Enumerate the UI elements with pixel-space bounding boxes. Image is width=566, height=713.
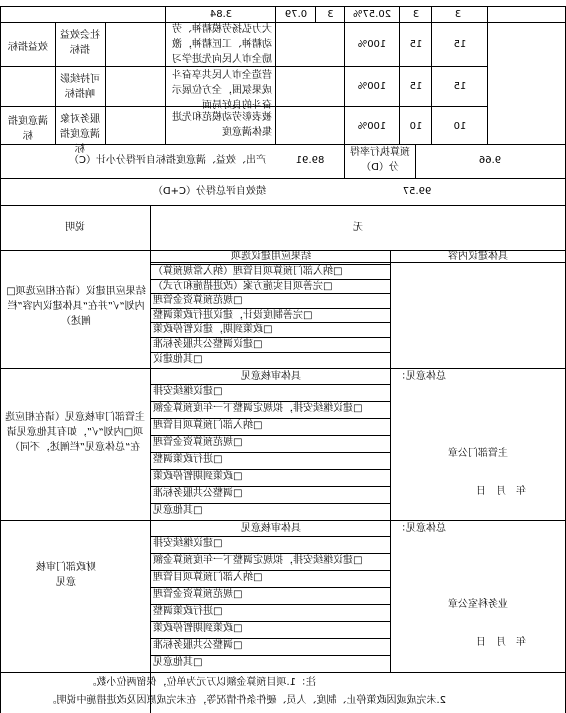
- rule: [105, 22, 106, 144]
- checkbox-option[interactable]: □建议继续安排，拟规定调整下一年度预算金额: [153, 555, 363, 566]
- satisfaction-item: 服务对象满意度指标: [60, 114, 100, 155]
- checkbox-option[interactable]: □规范预算资金管理: [153, 437, 243, 448]
- total-label: 绩效自评总得分（C+D）: [152, 186, 266, 197]
- rule: [315, 6, 316, 22]
- cell: 100%: [357, 81, 387, 92]
- dept-label: 主管部门审核意见（请在相应选项□内划“√”，如有其他意见请在“总体意见”栏阐述，不同）: [5, 412, 145, 453]
- checkbox-option[interactable]: □政策到期暂停政策: [153, 471, 243, 482]
- cell: 15: [409, 81, 423, 92]
- checkbox-option[interactable]: □建议继续安排: [153, 386, 223, 397]
- checkbox-option[interactable]: □完善制度设计，建议进行政策调整: [153, 309, 313, 321]
- cell: 10: [409, 121, 423, 132]
- row-content: 大力弘扬劳模精神、劳动精神、工匠精神，激励全市人民向先进学习: [172, 24, 272, 65]
- cell: 20.57%: [352, 9, 392, 20]
- checkbox-option[interactable]: □完善项目实施方案（改进措施和方式）: [153, 280, 333, 292]
- cell: 3: [454, 9, 462, 20]
- notes-value: 无: [353, 222, 363, 233]
- rule: [165, 6, 166, 144]
- finance-header-items: 具体审核意见: [241, 523, 301, 534]
- checkbox-option[interactable]: □建议调整公共服务标准: [153, 339, 263, 350]
- checkbox-option[interactable]: □纳入部门预算项目管理（纳入常规预算）: [153, 266, 343, 277]
- satisfaction-group: 满意度指标: [8, 116, 48, 142]
- suggestion-header-content: 具体建议内容: [448, 251, 508, 262]
- budget-label: 预算执行率得分（D）: [350, 147, 410, 173]
- checkbox-option[interactable]: □纳入部门预算项目管理: [153, 420, 263, 431]
- cell: 15: [453, 81, 467, 92]
- rule: [390, 520, 391, 672]
- social-benefit: 社会效益指标: [60, 30, 100, 56]
- checkbox-option[interactable]: □进行政策调整: [153, 606, 223, 617]
- cell: 15: [409, 39, 423, 50]
- budget-value: 9.66: [478, 155, 502, 166]
- rule: [399, 6, 400, 144]
- row-content: 营造全市人民共享奋斗成果氛围，全方位展示奋斗的良好局面: [172, 70, 272, 111]
- total-value: 99.57: [402, 186, 432, 197]
- cell: 100%: [357, 121, 387, 132]
- checkbox-option[interactable]: □政策到期，建议暂停政策: [153, 324, 273, 336]
- rule: [55, 22, 56, 144]
- rule: [0, 672, 566, 673]
- checkbox-option[interactable]: □规范预算资金管理: [153, 589, 243, 600]
- notes-label: 说明: [65, 222, 85, 233]
- dept-signer: 主管部门公章: [448, 448, 508, 459]
- checkbox-option[interactable]: □其他建议: [153, 353, 203, 365]
- cell: 3: [327, 9, 334, 20]
- cell: 10: [453, 121, 467, 132]
- checkbox-option[interactable]: □进行政策调整: [153, 454, 223, 465]
- checkbox-option[interactable]: □调整公共服务标准: [153, 640, 243, 651]
- rule: [0, 205, 566, 206]
- rule: [0, 6, 1, 713]
- rule: [0, 6, 566, 7]
- rule: [150, 205, 151, 713]
- checkbox-option[interactable]: □其他意见: [153, 657, 203, 668]
- rule: [390, 368, 391, 520]
- cell: 100%: [357, 39, 387, 50]
- checkbox-option[interactable]: □纳入部门预算项目管理: [153, 572, 263, 583]
- dept-header-items: 具体审核意见: [241, 371, 301, 382]
- checkbox-option[interactable]: □建议继续安排，拟规定调整下一年度预算金额: [153, 403, 363, 414]
- rule: [0, 22, 566, 23]
- rule: [431, 6, 432, 144]
- suggestion-label: 结果应用建议（请在相应选项□内划“√”并在“具体建议内容”栏阐述）: [6, 286, 146, 327]
- row-content: 被表彰劳动模范和先进集体满意度: [172, 112, 272, 138]
- cell: 3: [412, 9, 420, 20]
- rule: [275, 6, 276, 144]
- dept-header-overall: 总体意见：: [396, 371, 446, 382]
- rule: [0, 520, 566, 521]
- indicator-group: 效益指标: [8, 42, 48, 53]
- subtotal-label: 产出、效益、满意度指标自评得分小计（C）: [69, 155, 266, 166]
- checkbox-option[interactable]: □其他意见: [153, 505, 203, 516]
- checkbox-option[interactable]: □政策到期暂停政策: [153, 623, 243, 634]
- checkbox-option[interactable]: □调整公共服务标准: [153, 488, 243, 499]
- rule: [390, 250, 391, 368]
- finance-label: 财政部门审核意见: [36, 562, 96, 588]
- footnote-1: 注：1.项目预算金额以万元为单位，保留两位小数。: [86, 677, 316, 688]
- rule: [344, 6, 345, 178]
- cell: 0.79: [284, 9, 308, 20]
- finance-signer: 业务科室公章: [448, 599, 508, 610]
- cell: 15: [453, 39, 467, 50]
- checkbox-option[interactable]: □建议继续安排: [153, 538, 223, 549]
- finance-date: 年 月 日: [476, 637, 526, 648]
- rule: [0, 178, 566, 179]
- dept-date: 年 月 日: [476, 486, 526, 497]
- checkbox-option[interactable]: □规范预算资金管理: [153, 295, 243, 307]
- cell: 3.84: [209, 9, 233, 20]
- rule: [415, 144, 416, 178]
- suggestion-header-items: 结果应用建议选项: [231, 251, 311, 262]
- rule: [0, 368, 566, 369]
- subtotal-value: 89.91: [295, 155, 325, 166]
- finance-header-overall: 总体意见：: [396, 523, 446, 534]
- sustain: 可持续影响指标: [60, 74, 100, 100]
- footnote-2: 2.未完成或因政策停止、制度、人员、硬件条件情况等，在未完成原因及改进措施中说明。: [46, 695, 446, 706]
- rule: [487, 6, 488, 144]
